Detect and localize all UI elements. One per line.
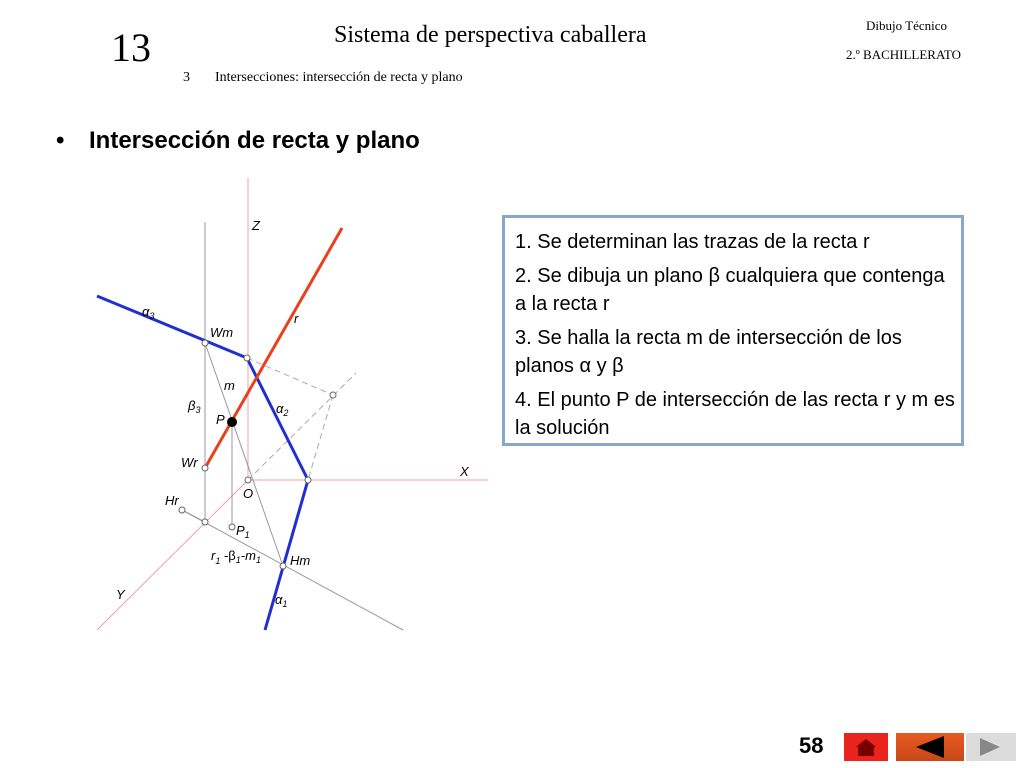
dashed-line-1: [247, 358, 333, 395]
step-4: 4. El punto P de intersección de las recta r y m es la solución: [515, 389, 955, 439]
next-arrow-icon: [966, 733, 1016, 761]
prev-button[interactable]: [896, 733, 964, 761]
label-hm: Hm: [290, 553, 311, 568]
course-label: 2.º BACHILLERATO: [846, 47, 962, 62]
point-hr: [179, 507, 185, 513]
bullet: •: [56, 127, 65, 154]
hr-connector: [182, 510, 205, 522]
point-p: [227, 417, 237, 427]
page-title: Sistema de perspectiva caballera: [334, 22, 647, 48]
prev-arrow-icon: [896, 733, 964, 761]
label-p: P: [216, 412, 225, 427]
point-r1: [202, 519, 208, 525]
home-button[interactable]: [844, 733, 888, 761]
label-z: Z: [252, 218, 260, 233]
label-m: m: [224, 378, 235, 393]
label-wr: Wr: [181, 455, 198, 470]
label-wm: Wm: [210, 325, 234, 340]
subject-label: Dibujo Técnico: [866, 18, 947, 33]
point-p1: [229, 524, 235, 530]
label-r1-b1-m1: $r_1$ $-\beta_1-m_1$: [211, 548, 261, 566]
label-alpha2: $\alpha_2$: [276, 401, 289, 418]
r1-projection-line: [182, 510, 403, 630]
step-3: 3. Se halla la recta m de intersección de los planos α y β: [515, 327, 902, 377]
label-beta3: $\beta_3$: [188, 398, 201, 415]
page-number: 58: [799, 733, 824, 758]
steps-box: [502, 215, 964, 446]
section-title: Intersecciones: intersección de recta y plano: [215, 70, 463, 85]
next-button[interactable]: [966, 733, 1016, 761]
step-1: 1. Se determinan las trazas de la recta r: [515, 231, 870, 253]
label-hr: Hr: [165, 493, 179, 508]
label-alpha3: $\alpha_3$: [142, 304, 155, 321]
step-2: 2. Se dibuja un plano β cualquiera que contenga a la recta r: [515, 265, 945, 315]
chapter-number: 13: [111, 25, 151, 70]
label-o: O: [243, 486, 254, 501]
label-p1: $P_1$: [236, 523, 250, 540]
point-wm: [202, 340, 208, 346]
label-r: r: [294, 311, 299, 326]
label-y: Y: [116, 587, 125, 602]
point-o: [245, 477, 251, 483]
point-dashed: [330, 392, 336, 398]
point-hm: [280, 563, 286, 569]
section-number: 3: [183, 70, 190, 85]
label-x: X: [460, 464, 469, 479]
point-wr: [202, 465, 208, 471]
point-alpha-z: [244, 355, 250, 361]
point-alpha-x: [305, 477, 311, 483]
home-icon: [844, 733, 888, 761]
slide-heading-text: Intersección de recta y plano: [89, 127, 420, 154]
label-alpha1: $\alpha_1$: [275, 592, 288, 609]
